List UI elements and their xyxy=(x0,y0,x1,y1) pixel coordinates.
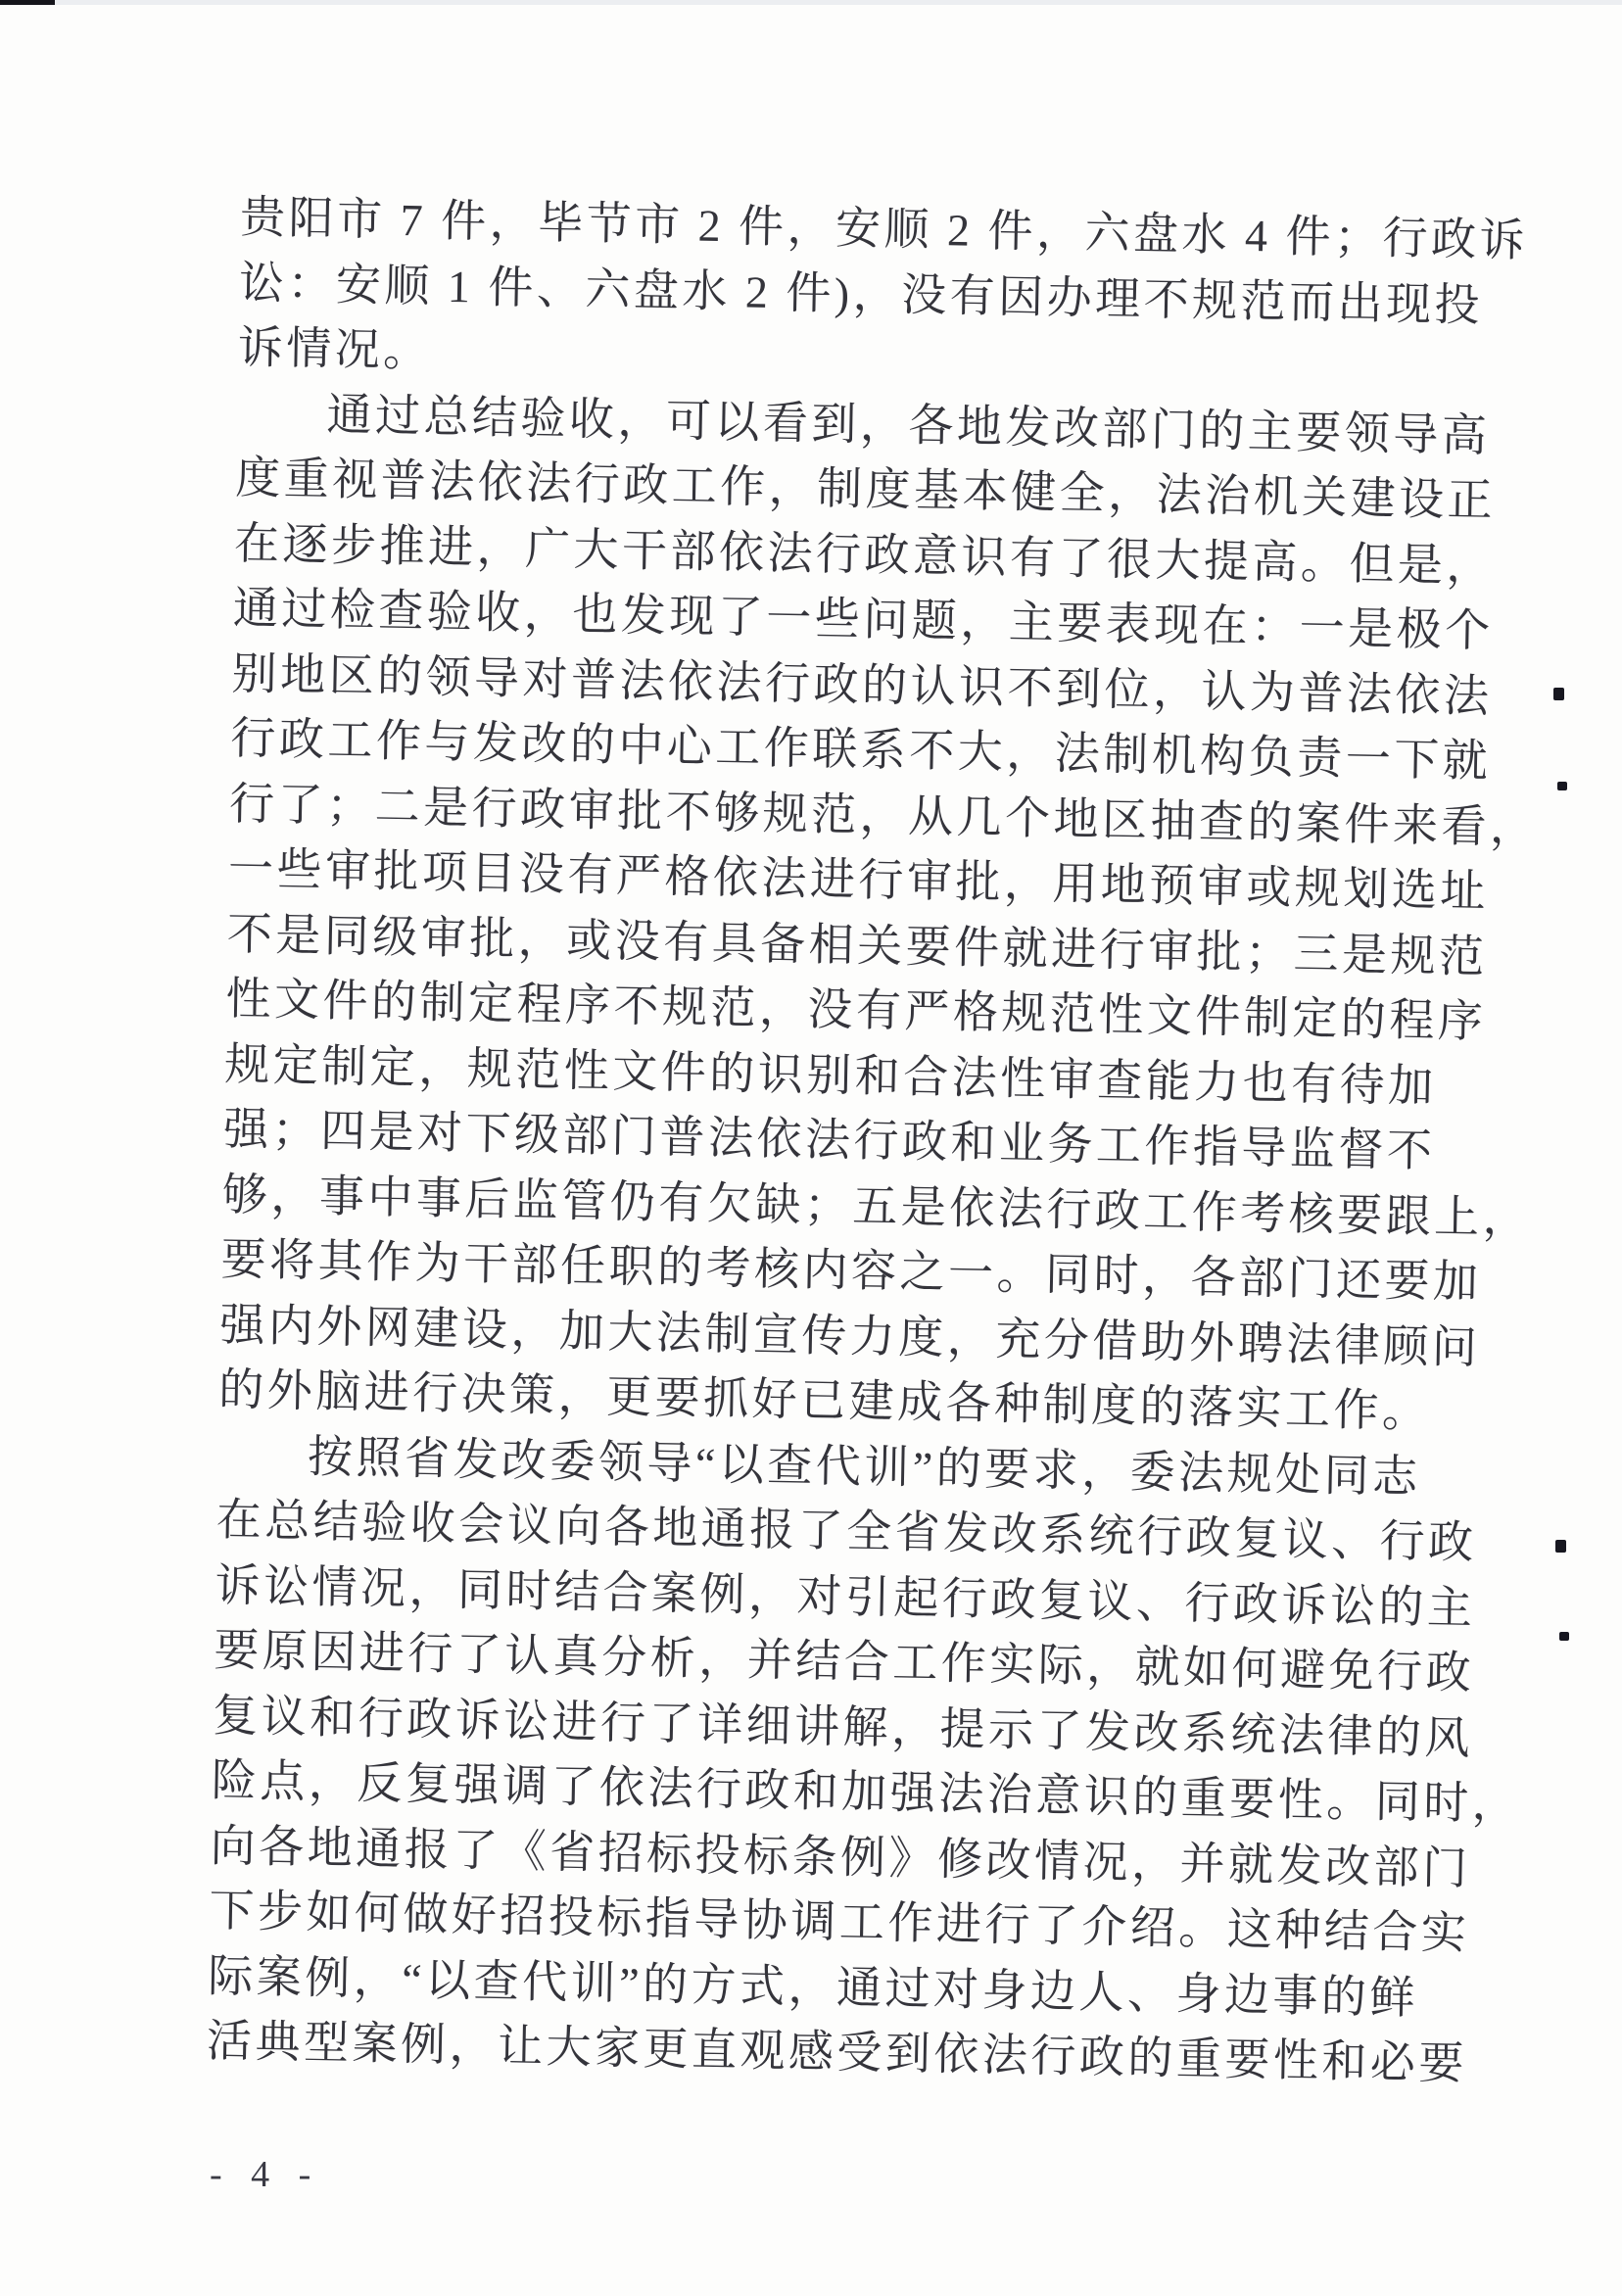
text-line: 别地区的领导对普法依法行政的认识不到位，认为普法依法 xyxy=(231,647,1493,722)
text-line: 在总结验收会议向各地通报了全省发改系统行政复议、行政 xyxy=(215,1494,1478,1568)
text-line: 险点，反复强调了依法行政和加强法治意识的重要性。同时， xyxy=(211,1754,1521,1830)
ink-speck xyxy=(1557,782,1567,790)
text-line: 讼：安顺 1 件、六盘水 2 件)，没有因办理不规范而出现投 xyxy=(238,257,1484,330)
text-line: 行了；二是行政审批不够规范，从几个地区抽查的案件来看， xyxy=(228,778,1539,852)
page-number: - 4 - xyxy=(210,2154,321,2195)
text-line: 强内外网建设，加大法制宣传力度，充分借助外聘法律顾问 xyxy=(218,1299,1481,1372)
text-line: 够，事中事后监管仍有欠缺；五是依法行政工作考核要跟上， xyxy=(221,1169,1532,1243)
text-line: 按照省发改委领导“以查代训”的要求，委法规处同志 xyxy=(307,1431,1422,1502)
body-text-block xyxy=(206,185,1539,2095)
text-line: 度重视普法依法行政工作，制度基本健全，法治机关建设正 xyxy=(234,452,1497,526)
text-line: 一些审批项目没有严格依法进行审批，用地预审或规划选址 xyxy=(227,842,1490,917)
text-line: 向各地通报了《省招标投标条例》修改情况，并就发改部门 xyxy=(210,1820,1471,1893)
text-line: 强；四是对下级部门普法依法行政和业务工作指导监督不 xyxy=(222,1103,1436,1176)
corner-bar-artifact xyxy=(0,0,55,5)
scan-edge-artifact xyxy=(0,0,1622,5)
ink-speck xyxy=(1555,1540,1566,1553)
text-line: 通过检查验收，也发现了一些问题，主要表现在：一是极个 xyxy=(232,582,1495,656)
text-line: 不是同级审批，或没有具备相关要件就进行审批；三是规范 xyxy=(226,908,1489,981)
text-line: 通过总结验收，可以看到，各地发改部门的主要领导高 xyxy=(326,389,1491,460)
text-line: 诉情况。 xyxy=(237,322,433,376)
text-line: 复议和行政诉讼进行了详细讲解，提示了发改系统法律的风 xyxy=(212,1690,1474,1763)
text-line: 行政工作与发改的中心工作联系不大，法制机构负责一下就 xyxy=(229,712,1492,787)
text-line: 贵阳市 7 件，毕节市 2 件，安顺 2 件，六盘水 4 件；行政诉 xyxy=(239,192,1529,266)
text-line: 规定制定，规范性文件的识别和合法性审查能力也有待加 xyxy=(223,1038,1438,1112)
text-line: 活典型案例，让大家更直观感受到依法行政的重要性和必要 xyxy=(206,2015,1468,2089)
ink-speck xyxy=(1553,688,1564,700)
text-line: 下步如何做好招投标指导协调工作进行了介绍。这种结合实 xyxy=(209,1885,1470,1959)
text-line: 要原因进行了认真分析，并结合工作实际，就如何避免行政 xyxy=(213,1624,1475,1698)
text-line: 要将其作为干部任职的考核内容之一。同时，各部门还要加 xyxy=(220,1233,1482,1308)
ink-speck xyxy=(1559,1632,1569,1641)
text-line: 诉讼情况，同时结合案例，对引起行政复议、行政诉讼的主 xyxy=(215,1559,1476,1633)
text-line: 际案例，“以查代训”的方式，通过对身边人、身边事的鲜 xyxy=(207,1950,1419,2023)
text-line: 性文件的制定程序不规范，没有严格规范性文件制定的程序 xyxy=(225,973,1487,1047)
text-line: 的外脑进行决策，更要抓好已建成各种制度的落实工作。 xyxy=(217,1363,1432,1437)
text-line: 在逐步推进，广大干部依法行政意识有了很大提高。但是， xyxy=(233,517,1496,592)
